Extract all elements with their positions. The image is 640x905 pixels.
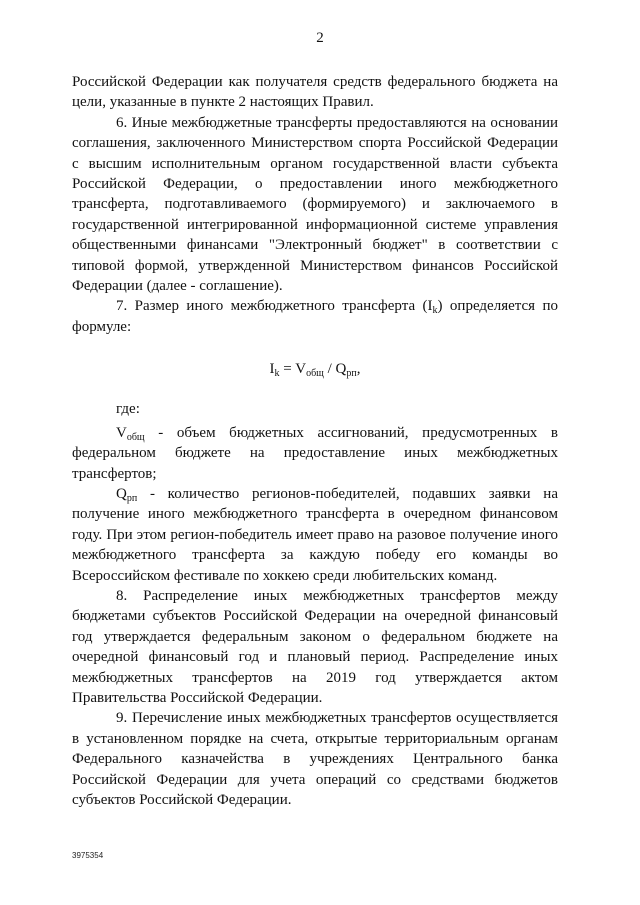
formula-v-subscript: общ [306,368,324,380]
definition-q-subscript: рп [126,492,138,504]
paragraph-6: 6. Иные межбюджетные трансферты предоставляются на основании соглашения, заключенного Министерством спорта Российской Федерации с высшим исполнительным органом государственной власти субъекта Российской Федерации, о предоставлении иного межбюджетного трансферта, подготавливаемого (формируемого) и заключаемого в государственной интегрированной информационной системе управления общественными финансами "Электронный бюджет" в соответствии с типовой формой, утвержденной Министерством финансов Российской Федерации (далее - соглашение). [72,114,558,295]
definition-v-subscript: общ [126,431,145,443]
paragraph-8: 8. Распределение иных межбюджетных трансфертов между бюджетами субъектов Российской Федерации на очередной финансовый год утверждается федеральным законом о федеральном бюджете на очередной финансовый год и плановый период. Распределение иных межбюджетных трансфертов на 2019 год утверждается актом Правительства Российской Федерации. [72,587,558,706]
definitions-intro: где: [116,401,140,418]
definition-q [72,484,558,586]
paragraph-7 [72,296,558,337]
paragraph-continuation: Российской Федерации как получателя средств федерального бюджета на цели, указанные в пункте 2 настоящих Правил. [72,74,558,111]
formula-lhs-subscript: k [274,368,280,380]
definition-q-symbol: Q [116,485,127,502]
formula-equals-v: = V [279,361,307,378]
paragraph-9: 9. Перечисление иных межбюджетных трансфертов осуществляется в установленном порядке на счета, открытые территориальным органам Федерального казначейства в учреждениях Центрального банка Российской Федерации для учета операций со средствами бюджетов субъектов Российской Федерации. [72,710,558,808]
formula [72,359,558,379]
definition-v-symbol: V [116,424,127,441]
formula-end: , [356,361,361,378]
paragraph-7-subscript: k [432,305,438,317]
formula-divide-q: / Q [323,361,347,378]
paragraph-7-text-end: ) определяется по формуле: [72,298,558,335]
formula-lhs: I [269,361,275,378]
document-id: 3975354 [72,851,104,860]
document-body [72,72,558,810]
paragraph-7-text-start: 7. Размер иного межбюджетного трансферта (I [116,298,433,315]
definition-q-text: - количество регионов-победителей, подавших заявки на получение иного межбюджетного трансферта в очередном финансовом году. При этом регион-победитель имеет право на разовое получение иного межбюджетного трансферта за каждую победу его команды во Всероссийском фестивале по хоккею среди любительских команд. [72,485,558,584]
page-number: 2 [316,30,324,46]
definition-v [72,423,558,484]
definition-v-text: - объем бюджетных ассигнований, предусмотренных в федеральном бюджете на предоставление иных межбюджетных трансфертов; [72,424,558,482]
formula-q-subscript: рп [346,368,357,380]
